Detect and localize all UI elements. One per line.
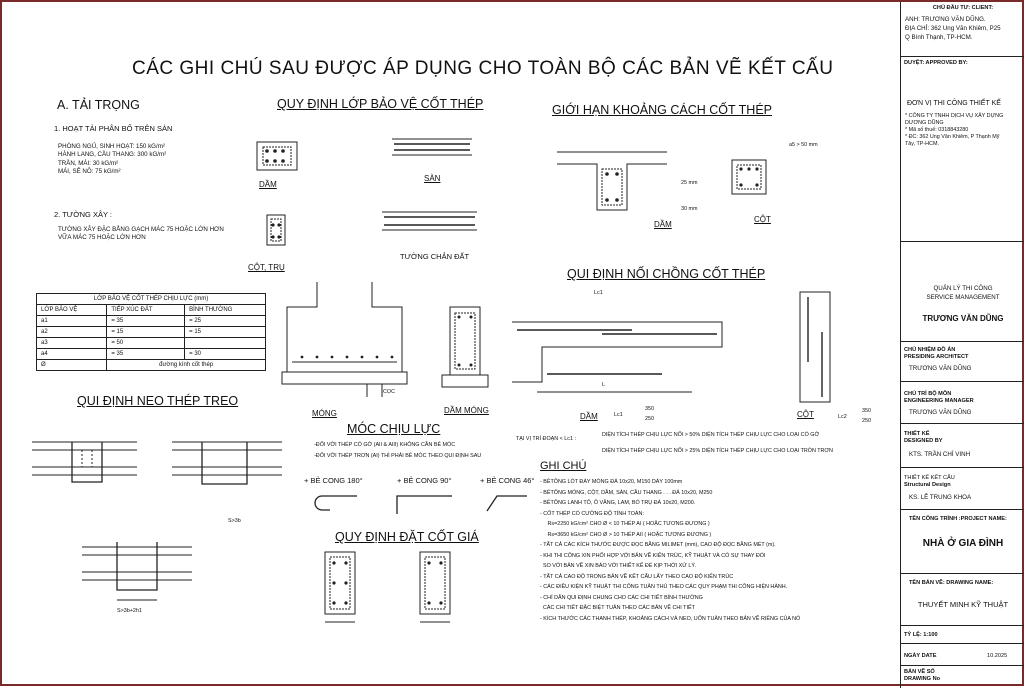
sheet-title: CÁC GHI CHÚ SAU ĐƯỢC ÁP DỤNG CHO TOÀN BỘ CÁC BẢN VẼ KẾT CẤU (132, 58, 834, 79)
hook-90: + BẺ CONG 90° (397, 476, 452, 485)
hook-drawing (302, 486, 532, 526)
table-cell: a2 (37, 327, 107, 338)
scale: TỶ LỆ: 1:100 (904, 632, 938, 638)
table-row (37, 316, 266, 327)
des-label: THIẾT KẾ (904, 431, 930, 437)
notes-list (540, 477, 800, 624)
draw-label: TÊN BẢN VẼ: DRAWING NAME: (909, 580, 994, 586)
project-name: NHÀ Ở GIA ĐÌNH (922, 538, 1004, 549)
lap-beam-f1: 350 (645, 406, 654, 412)
lap-lc2: Lc2 (838, 414, 847, 420)
note-item: - BÊTÔNG LANH TÔ, Ô VĂNG, LAM, BỔ TRỤ ĐÁ 10x20, M200. (540, 500, 696, 506)
note-item: - CHỈ DẪN QUI ĐỊNH CHUNG CHO CÁC CHI TIẾT BÌNH THƯỜNG (540, 594, 703, 601)
load-heading: A. TẢI TRỌNG (57, 98, 140, 112)
spacing-heading: GIỚI HẠN KHOẢNG CÁCH CỐT THÉP (552, 103, 773, 117)
date-label: NGÀY DATE (904, 653, 937, 659)
lap-col-f1: 350 (862, 408, 871, 414)
hook-46: + BẺ CONG 46° (480, 476, 535, 485)
table-header: LỚP BẢO VỆ (37, 305, 107, 316)
lap-at-pos: TẠI VỊ TRÍ ĐOẠN < Lc1 : (516, 436, 576, 442)
cover-label-column: CỘT, TRỤ (248, 263, 285, 272)
company-line: Tây, TP-HCM. (905, 141, 939, 147)
load-lines1 (58, 143, 166, 177)
hang-s1: S>3b (228, 518, 241, 524)
note-item: CÁC CHI TIẾT ĐẶC BIỆT TUÂN THEO CÁC BẢN VẼ CHI TIẾT (540, 605, 695, 611)
pres-label: CHỦ NHIỆM ĐỒ ÁN (904, 347, 956, 353)
cover-label-footing: MÓNG (312, 409, 337, 418)
note-item: - CÁC ĐIỀU KIỆN KỸ THUẬT THI CÔNG TUÂN THỦ THEO CÁC QUY PHẠM THI CÔNG HIỆN HÀNH. (540, 584, 788, 590)
client-line: ĐỊA CHỈ: 362 Ung Văn Khiêm, P25 (905, 25, 1001, 32)
client-line: Q Bình Thạnh, TP-HCM. (905, 34, 973, 41)
table-cell: = 25 (185, 316, 266, 327)
hang-heading: QUI ĐỊNH NEO THÉP TREO (77, 394, 239, 408)
table-cell: = 50 (107, 338, 185, 349)
eng-name: TRƯƠNG VĂN DŨNG (909, 409, 972, 416)
table-row (37, 327, 266, 338)
drawing-no-label: DRAWING No (904, 675, 941, 682)
client-label: CHỦ ĐẦU TƯ: CLIENT: (932, 5, 994, 11)
pres-label: PRESIDING ARCHITECT (904, 354, 969, 360)
table-row (37, 338, 266, 349)
cover-label-slab: SÀN (424, 174, 441, 183)
mgmt-name: TRƯƠNG VĂN DŨNG (922, 314, 1004, 323)
date-value: 10.2025 (987, 653, 1008, 659)
lap-column: CỘT (797, 410, 814, 419)
hook-180: + BẺ CONG 180° (304, 476, 363, 485)
eng-label: CHỦ TRÌ BỘ MÔN (904, 391, 952, 397)
company-line: * Mã số thuế: 0318843280 (905, 127, 969, 133)
spacing-d2: 30 mm (681, 206, 698, 212)
load-lines2 (58, 226, 224, 243)
cover-table (36, 293, 266, 371)
hook-heading: MÓC CHỊU LỰC (347, 422, 441, 436)
lap-beam: DẦM (580, 412, 598, 421)
note-item: - KÍCH THƯỚC CÁC THANH THÉP, KHOẢNG CÁCH VÀ NEO, UỐN TUÂN THEO BẢN VẼ RIÊNG CỦA NÓ (540, 615, 801, 622)
note-item: - KHI THI CÔNG XIN PHỐI HỢP VỚI BẢN VẼ KIẾN TRÚC, KỸ THUẬT VÀ CÓ SỰ THAY ĐỔI (540, 552, 766, 559)
note-item: SO VỚI BẢN VẼ XIN BÁO VỚI THIẾT KẾ ĐỂ KỊP THỜI XỬ LÝ. (540, 563, 697, 569)
load-line: MÁI, SÊ NÔ: 75 kG/m² (58, 168, 121, 176)
spacing-column: CỘT (754, 215, 771, 224)
struct-label: THIẾT KẾ KẾT CẤU (904, 475, 955, 481)
lap-drawing (512, 292, 892, 412)
company-line: * ĐC: 362 Ung Văn Khiêm, P Thạnh Mỹ (905, 134, 1000, 140)
hook-note2: -ĐỐI VỚI THÉP TRƠN (AI) THÌ PHẢI BẺ MÓC THEO QUI ĐỊNH SAU (314, 453, 482, 459)
cover-heading: QUY ĐỊNH LỚP BẢO VỆ CỐT THÉP (277, 97, 484, 111)
table-row (37, 349, 266, 360)
struct-label: Structural Design (904, 482, 951, 488)
spacing-d1: 25 mm (681, 180, 698, 186)
load-line: TƯỜNG XÂY ĐẶC BẰNG GẠCH MÁC 75 HOẶC LỚN HƠN (58, 226, 224, 233)
load-line: TRẦN, MÁI: 30 kG/m² (58, 159, 119, 167)
stirrup-heading: QUY ĐỊNH ĐẶT CỐT GIÁ (335, 530, 479, 544)
table-cell: = 35 (107, 316, 185, 327)
cover-label-footbeam: DẦM MÓNG (444, 406, 489, 415)
note-item: - BÊTÔNG LÓT ĐÁY MÓNG ĐÁ 10x20, M150 DÀY 100mm (540, 479, 683, 485)
note-item: Rs=2250 kG/cm² CHO Ø < 10 THÉP AI ( HOẶC TƯƠNG ĐƯƠNG ) (540, 521, 710, 527)
lap-l: L (602, 382, 605, 388)
load-sub2: 2. TƯỜNG XÂY : (54, 210, 112, 219)
drawing-name: THUYẾT MINH KỸ THUẬT (917, 600, 1009, 609)
table-cell: = 35 (107, 349, 185, 360)
company-line: DƯƠNG DŨNG (905, 120, 944, 126)
struct-name: KS. LÊ TRUNG KHOA (909, 494, 972, 501)
lap-lc1-formula: Lc1 (614, 412, 623, 418)
note-item: - TẤT CẢ CÁC KÍCH THƯỚC ĐƯỢC ĐỌC BẰNG MILIMET (mm), CAO ĐỘ ĐỌC BẰNG MÉT (m). (540, 542, 776, 548)
note-item: - BÊTÔNG MÓNG, CỘT, DẦM, SÀN, CẦU THANG . . . ĐÁ 10x20, M250 (540, 489, 713, 496)
note-item: Rs=3650 kG/cm² CHO Ø > 10 THÉP AII ( HOẶC TƯƠNG ĐƯƠNG ) (540, 531, 712, 538)
hook-note1: -ĐỐI VỚI THÉP CÓ GỜ (AII & AIII) KHÔNG CẦN BẺ MÓC (314, 442, 456, 448)
table-cell: = 15 (185, 327, 266, 338)
table-cell: a4 (37, 349, 107, 360)
pres-name: TRƯƠNG VĂN DŨNG (909, 365, 972, 372)
table-cell (185, 338, 266, 349)
table-cell: Ø (37, 360, 107, 371)
table-header: TIẾP XÚC ĐẤT (107, 305, 185, 316)
hang-drawing (32, 422, 302, 632)
eng-label: ENGINEERING MANAGER (904, 398, 974, 404)
client-line: ANH: TRƯƠNG VĂN DŨNG. (905, 16, 986, 23)
load-line: VỮA MÁC 75 HOẶC LỚN HƠN (58, 234, 146, 242)
lap-note1: DIỆN TÍCH THÉP CHỊU LỰC NỐI > 50% DIỆN TÍCH THÉP CHỊU LỰC CHO LOẠI CÓ GỜ (602, 432, 820, 438)
notes-heading: GHI CHÚ (540, 460, 587, 472)
load-line: PHÒNG NGỦ, SINH HOẠT: 150 kG/m² (58, 143, 165, 150)
des-name: KTS. TRẦN CHÍ VINH (909, 451, 971, 458)
mgmt-line: QUẢN LÝ THI CÔNG (933, 285, 993, 292)
hang-s2: S>3b+2h1 (117, 608, 142, 614)
cover-label-wall: TƯỜNG CHẮN ĐẤT (400, 252, 470, 261)
lap-lc1: Lc1 (594, 290, 603, 296)
note-item: - TẤT CẢ CAO ĐỘ TRONG BẢN VẼ KẾT CẤU LẤY THEO CAO ĐỘ KIẾN TRÚC (540, 573, 734, 580)
mgmt-line: SERVICE MANAGEMENT (926, 294, 1000, 301)
spacing-d3: a5 > 50 mm (789, 142, 818, 148)
cover-drawing (247, 127, 497, 257)
cover-table-caption: LỚP BẢO VỆ CỐT THÉP CHỊU LỰC (mm) (37, 294, 266, 305)
table-cell: a3 (37, 338, 107, 349)
table-cell: = 15 (107, 327, 185, 338)
proj-label: TÊN CÔNG TRÌNH :PROJECT NAME: (909, 516, 1007, 522)
spacing-drawing (557, 142, 787, 222)
lap-note2: DIỆN TÍCH THÉP CHỊU LỰC NỐI > 25% DIỆN TÍCH THÉP CHỊU LỰC CHO LOẠI TRÒN TRƠN (602, 448, 833, 454)
table-row (37, 360, 266, 371)
lap-beam-f2: 250 (645, 416, 654, 422)
cover-label-coc: CỌC (383, 389, 395, 395)
cover-label-beam: DẦM (259, 180, 277, 189)
footing-drawing (272, 277, 502, 407)
table-cell: = 30 (185, 349, 266, 360)
approved-label: DUYỆT: APPROVED BY: (904, 60, 968, 66)
load-line: HÀNH LANG, CẦU THANG: 300 kG/m² (58, 151, 167, 159)
title-block (900, 2, 1024, 688)
load-sub1: 1. HOẠT TẢI PHÂN BỐ TRÊN SÀN (54, 124, 173, 133)
des-label: DESIGNED BY (904, 438, 943, 444)
lap-col-f2: 250 (862, 418, 871, 424)
company-line: * CÔNG TY TNHH DỊCH VỤ XÂY DỰNG (905, 113, 1004, 119)
stirrup-drawing (320, 547, 480, 632)
lap-heading: QUI ĐỊNH NỐI CHỒNG CỐT THÉP (567, 267, 766, 281)
contractor: ĐƠN VỊ THI CÔNG THIẾT KẾ (907, 100, 1001, 107)
table-header: BÌNH THƯỜNG (185, 305, 266, 316)
table-cell: đường kính cốt thép (107, 360, 266, 371)
table-cell: a1 (37, 316, 107, 327)
note-item: - CỐT THÉP CÓ CƯỜNG ĐỘ TÍNH TOÁN: (540, 510, 644, 517)
drawing-no-label: BẢN VẼ SỐ (904, 669, 935, 675)
spacing-beam: DẦM (654, 220, 672, 229)
